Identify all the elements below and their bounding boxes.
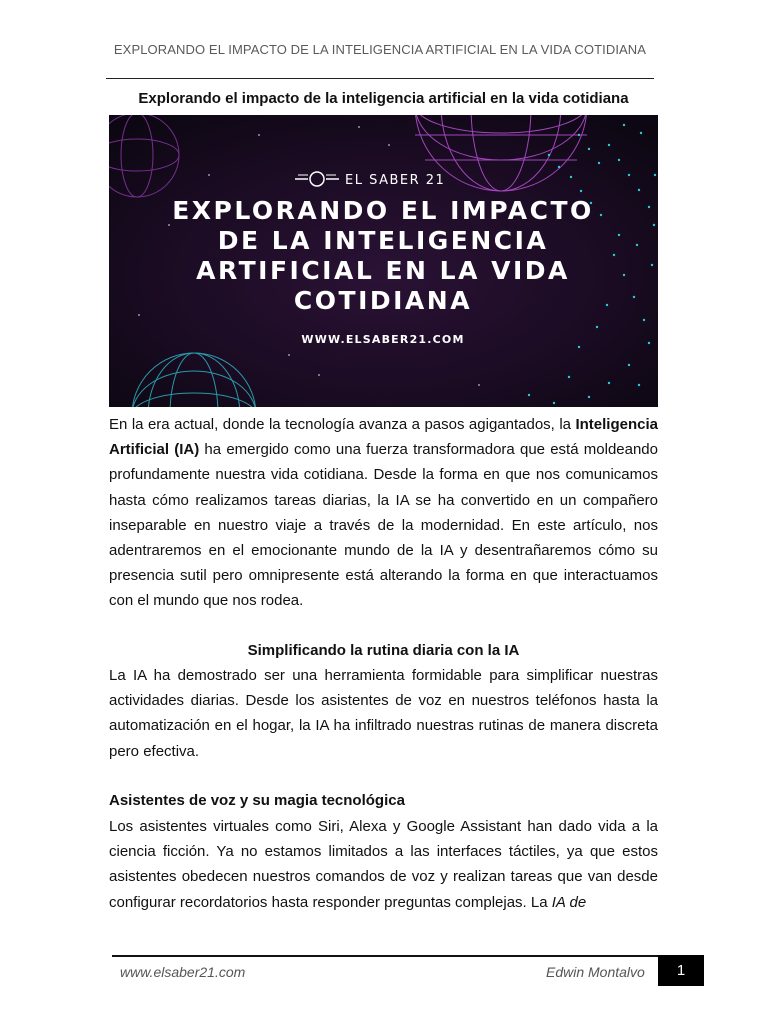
banner-brand: EL SABER 21	[345, 173, 446, 188]
section2-paragraph	[109, 814, 658, 915]
header-rule	[106, 78, 654, 79]
banner-url: WWW.ELSABER21.COM	[301, 333, 465, 346]
banner-graphic	[109, 115, 658, 407]
section1-text: La IA ha demostrado ser una herramienta formidable para simplificar nuestras actividades diarias. Desde los asistentes de voz en nuestros teléfonos hasta la automatización en el hogar, la IA ha infiltrado nuestras rutinas de manera discreta pero efectiva.	[109, 667, 658, 760]
banner-image	[109, 115, 658, 407]
footer-website: www.elsaber21.com	[120, 964, 246, 980]
intro-bold-term: Inteligencia Artificial (IA)	[109, 416, 658, 459]
intro-text-start: En la era actual, donde la tecnología avanza a pasos agigantados, la	[109, 416, 576, 433]
intro-text-rest: ha emergido como una fuerza transformadora que está moldeando profundamente nuestra vida cotidiana. Desde la forma en que nos comunicamos hasta cómo realizamos tareas diarias, la IA se ha convertido en un compañero inseparable en nuestro viaje a través de la modernidad. En este artículo, nos adentraremos en el emocionante mundo de la IA y desentrañaremos cómo su presencia sutil pero omnipresente está alterando la forma en que interactuamos con el mundo que nos rodea.	[109, 441, 658, 610]
page-number: 1	[658, 955, 704, 986]
running-header: EXPLORANDO EL IMPACTO DE LA INTELIGENCIA ARTIFICIAL EN LA VIDA COTIDIANA	[113, 42, 647, 57]
footer-rule	[112, 955, 658, 957]
banner-headline-line-1: EXPLORANDO EL IMPACTO	[172, 196, 594, 225]
banner-headline-line-2: DE LA INTELIGENCIA	[217, 226, 549, 255]
banner-headline-line-4: COTIDIANA	[293, 286, 473, 315]
banner-headline-line-3: ARTIFICIAL EN LA VIDA	[196, 256, 570, 285]
section-heading-asistentes: Asistentes de voz y su magia tecnológica	[109, 792, 405, 809]
intro-paragraph	[109, 412, 658, 614]
section2-italic-tail: IA de	[551, 893, 587, 911]
section-heading-rutina: Simplificando la rutina diaria con la IA	[247, 642, 520, 659]
footer-author: Edwin Montalvo	[546, 964, 645, 980]
document-title: Explorando el impacto de la inteligencia artificial en la vida cotidiana	[138, 90, 629, 107]
section2-text: Los asistentes virtuales como Siri, Alexa y Google Assistant han dado vida a la ciencia ficción. Ya no estamos limitados a las interfaces táctiles, ya que estos asistentes obedecen nuestros comandos de voz y realizan tareas que van desde configurar recordatorios hasta responder preguntas complejas. La	[109, 818, 658, 911]
section1-paragraph	[109, 663, 658, 764]
